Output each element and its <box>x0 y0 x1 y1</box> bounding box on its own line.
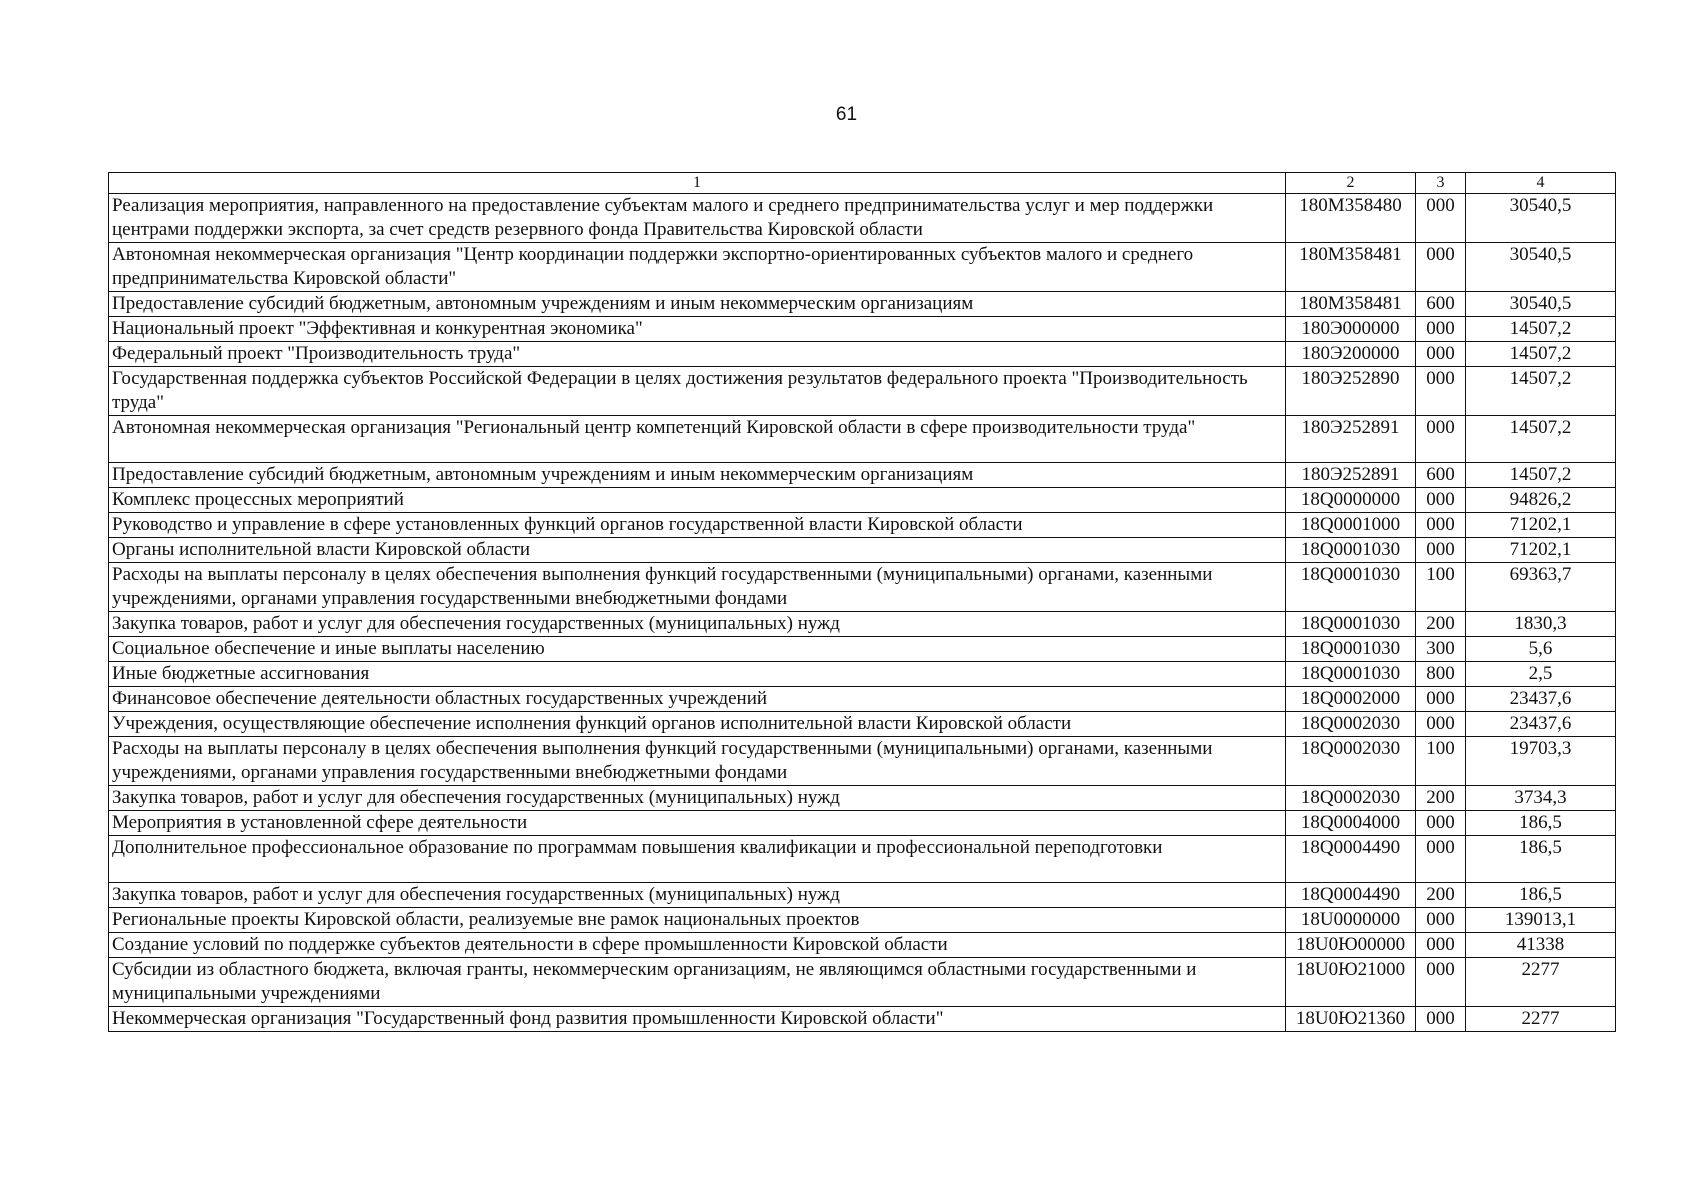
row-kind-cell: 000 <box>1416 243 1466 292</box>
row-kind-cell: 000 <box>1416 687 1466 712</box>
row-amount-cell: 186,5 <box>1466 811 1616 836</box>
row-kind-cell: 000 <box>1416 342 1466 367</box>
column-header-amount: 4 <box>1466 173 1616 194</box>
table-row <box>109 563 1616 612</box>
row-name-cell: Дополнительное профессиональное образование по программам повышения квалификации и профессиональной переподготовки <box>109 836 1286 883</box>
table-row <box>109 908 1616 933</box>
row-name-cell: Предоставление субсидий бюджетным, автономным учреждениям и иным некоммерческим организациям <box>109 463 1286 488</box>
row-amount-cell: 2277 <box>1466 1007 1616 1032</box>
row-kind-cell: 000 <box>1416 933 1466 958</box>
table-row <box>109 712 1616 737</box>
row-kind-cell: 000 <box>1416 836 1466 883</box>
row-code-cell: 180Э200000 <box>1286 342 1416 367</box>
row-code-cell: 18Q0001030 <box>1286 637 1416 662</box>
row-name-cell: Расходы на выплаты персоналу в целях обеспечения выполнения функций государственными (муниципальными) органами, казенными учреждениями, органами управления государственными внебюджетными фондами <box>109 737 1286 786</box>
table-row <box>109 513 1616 538</box>
table-row <box>109 662 1616 687</box>
table-row <box>109 292 1616 317</box>
row-code-cell: 18Q0001000 <box>1286 513 1416 538</box>
row-name-cell: Автономная некоммерческая организация "Центр координации поддержки экспортно-ориентированных субъектов малого и среднего предпринимательства Кировской области" <box>109 243 1286 292</box>
row-code-cell: 180M358481 <box>1286 292 1416 317</box>
row-kind-cell: 200 <box>1416 786 1466 811</box>
table-row <box>109 883 1616 908</box>
table-row <box>109 836 1616 883</box>
table-row <box>109 194 1616 243</box>
row-amount-cell: 23437,6 <box>1466 712 1616 737</box>
row-kind-cell: 300 <box>1416 637 1466 662</box>
row-name-cell: Органы исполнительной власти Кировской области <box>109 538 1286 563</box>
row-name-cell: Мероприятия в установленной сфере деятельности <box>109 811 1286 836</box>
row-amount-cell: 186,5 <box>1466 836 1616 883</box>
row-code-cell: 18Q0002030 <box>1286 737 1416 786</box>
row-kind-cell: 600 <box>1416 292 1466 317</box>
row-amount-cell: 30540,5 <box>1466 243 1616 292</box>
row-name-cell: Некоммерческая организация "Государственный фонд развития промышленности Кировской области" <box>109 1007 1286 1032</box>
row-code-cell: 18Q0002000 <box>1286 687 1416 712</box>
row-amount-cell: 2,5 <box>1466 662 1616 687</box>
row-code-cell: 180M358480 <box>1286 194 1416 243</box>
row-kind-cell: 100 <box>1416 563 1466 612</box>
row-kind-cell: 000 <box>1416 908 1466 933</box>
row-name-cell: Закупка товаров, работ и услуг для обеспечения государственных (муниципальных) нужд <box>109 786 1286 811</box>
row-amount-cell: 30540,5 <box>1466 292 1616 317</box>
row-amount-cell: 71202,1 <box>1466 538 1616 563</box>
row-amount-cell: 94826,2 <box>1466 488 1616 513</box>
table-row <box>109 637 1616 662</box>
row-name-cell: Социальное обеспечение и иные выплаты населению <box>109 637 1286 662</box>
row-name-cell: Реализация мероприятия, направленного на предоставление субъектам малого и среднего предпринимательства услуг и мер поддержки центрами поддержки экспорта, за счет средств резервного фонда Правительства Кировской области <box>109 194 1286 243</box>
row-name-cell: Финансовое обеспечение деятельности областных государственных учреждений <box>109 687 1286 712</box>
budget-table <box>108 172 1616 1032</box>
table-row <box>109 737 1616 786</box>
row-kind-cell: 600 <box>1416 463 1466 488</box>
row-kind-cell: 000 <box>1416 538 1466 563</box>
row-name-cell: Закупка товаров, работ и услуг для обеспечения государственных (муниципальных) нужд <box>109 883 1286 908</box>
row-code-cell: 18Q0004000 <box>1286 811 1416 836</box>
row-kind-cell: 200 <box>1416 612 1466 637</box>
table-row <box>109 367 1616 416</box>
row-kind-cell: 000 <box>1416 317 1466 342</box>
row-kind-cell: 000 <box>1416 194 1466 243</box>
table-header-row <box>109 173 1616 194</box>
row-amount-cell: 186,5 <box>1466 883 1616 908</box>
table-row <box>109 416 1616 463</box>
row-name-cell: Руководство и управление в сфере установленных функций органов государственной власти Кировской области <box>109 513 1286 538</box>
table-row <box>109 538 1616 563</box>
row-amount-cell: 5,6 <box>1466 637 1616 662</box>
table-row <box>109 342 1616 367</box>
table-row <box>109 786 1616 811</box>
table-row <box>109 1007 1616 1032</box>
row-amount-cell: 14507,2 <box>1466 342 1616 367</box>
page-number: 61 <box>835 104 858 125</box>
row-code-cell: 18Q0001030 <box>1286 538 1416 563</box>
row-code-cell: 180Э252891 <box>1286 416 1416 463</box>
row-amount-cell: 71202,1 <box>1466 513 1616 538</box>
row-amount-cell: 14507,2 <box>1466 463 1616 488</box>
row-kind-cell: 000 <box>1416 811 1466 836</box>
row-name-cell: Национальный проект "Эффективная и конкурентная экономика" <box>109 317 1286 342</box>
row-amount-cell: 2277 <box>1466 958 1616 1007</box>
row-name-cell: Региональные проекты Кировской области, реализуемые вне рамок национальных проектов <box>109 908 1286 933</box>
column-header-code: 2 <box>1286 173 1416 194</box>
table-row <box>109 463 1616 488</box>
row-amount-cell: 14507,2 <box>1466 416 1616 463</box>
row-kind-cell: 000 <box>1416 513 1466 538</box>
row-code-cell: 18U0Ю21360 <box>1286 1007 1416 1032</box>
row-kind-cell: 800 <box>1416 662 1466 687</box>
table-row <box>109 933 1616 958</box>
row-code-cell: 180Э252890 <box>1286 367 1416 416</box>
row-name-cell: Иные бюджетные ассигнования <box>109 662 1286 687</box>
row-name-cell: Автономная некоммерческая организация "Региональный центр компетенций Кировской области в сфере производительности труда" <box>109 416 1286 463</box>
row-name-cell: Субсидии из областного бюджета, включая гранты, некоммерческим организациям, не являющимся областными государственными и муниципальными учреждениями <box>109 958 1286 1007</box>
row-amount-cell: 14507,2 <box>1466 317 1616 342</box>
row-amount-cell: 41338 <box>1466 933 1616 958</box>
row-kind-cell: 000 <box>1416 712 1466 737</box>
row-kind-cell: 000 <box>1416 488 1466 513</box>
table-row <box>109 488 1616 513</box>
row-name-cell: Создание условий по поддержке субъектов деятельности в сфере промышленности Кировской области <box>109 933 1286 958</box>
row-name-cell: Учреждения, осуществляющие обеспечение исполнения функций органов исполнительной власти Кировской области <box>109 712 1286 737</box>
row-kind-cell: 000 <box>1416 416 1466 463</box>
row-amount-cell: 139013,1 <box>1466 908 1616 933</box>
row-code-cell: 18U0000000 <box>1286 908 1416 933</box>
row-kind-cell: 100 <box>1416 737 1466 786</box>
column-header-name: 1 <box>109 173 1286 194</box>
row-code-cell: 18Q0001030 <box>1286 563 1416 612</box>
row-amount-cell: 14507,2 <box>1466 367 1616 416</box>
row-code-cell: 18Q0001030 <box>1286 662 1416 687</box>
table-row <box>109 811 1616 836</box>
table-row <box>109 687 1616 712</box>
table-row <box>109 612 1616 637</box>
row-name-cell: Государственная поддержка субъектов Российской Федерации в целях достижения результатов федерального проекта "Производительность труда" <box>109 367 1286 416</box>
row-kind-cell: 000 <box>1416 367 1466 416</box>
row-code-cell: 18Q0004490 <box>1286 883 1416 908</box>
column-header-kind: 3 <box>1416 173 1466 194</box>
row-name-cell: Федеральный проект "Производительность труда" <box>109 342 1286 367</box>
row-code-cell: 180M358481 <box>1286 243 1416 292</box>
row-amount-cell: 3734,3 <box>1466 786 1616 811</box>
row-name-cell: Расходы на выплаты персоналу в целях обеспечения выполнения функций государственными (муниципальными) органами, казенными учреждениями, органами управления государственными внебюджетными фондами <box>109 563 1286 612</box>
row-kind-cell: 200 <box>1416 883 1466 908</box>
row-code-cell: 18U0Ю21000 <box>1286 958 1416 1007</box>
row-code-cell: 18Q0000000 <box>1286 488 1416 513</box>
row-amount-cell: 69363,7 <box>1466 563 1616 612</box>
row-name-cell: Закупка товаров, работ и услуг для обеспечения государственных (муниципальных) нужд <box>109 612 1286 637</box>
row-kind-cell: 000 <box>1416 958 1466 1007</box>
row-code-cell: 18Q0001030 <box>1286 612 1416 637</box>
row-amount-cell: 23437,6 <box>1466 687 1616 712</box>
row-name-cell: Предоставление субсидий бюджетным, автономным учреждениям и иным некоммерческим организациям <box>109 292 1286 317</box>
table-row <box>109 958 1616 1007</box>
row-amount-cell: 30540,5 <box>1466 194 1616 243</box>
row-code-cell: 18Q0002030 <box>1286 786 1416 811</box>
row-code-cell: 18Q0002030 <box>1286 712 1416 737</box>
row-code-cell: 18U0Ю00000 <box>1286 933 1416 958</box>
row-code-cell: 180Э252891 <box>1286 463 1416 488</box>
row-kind-cell: 000 <box>1416 1007 1466 1032</box>
table-row <box>109 317 1616 342</box>
row-amount-cell: 19703,3 <box>1466 737 1616 786</box>
table-row <box>109 243 1616 292</box>
row-name-cell: Комплекс процессных мероприятий <box>109 488 1286 513</box>
row-amount-cell: 1830,3 <box>1466 612 1616 637</box>
row-code-cell: 180Э000000 <box>1286 317 1416 342</box>
row-code-cell: 18Q0004490 <box>1286 836 1416 883</box>
